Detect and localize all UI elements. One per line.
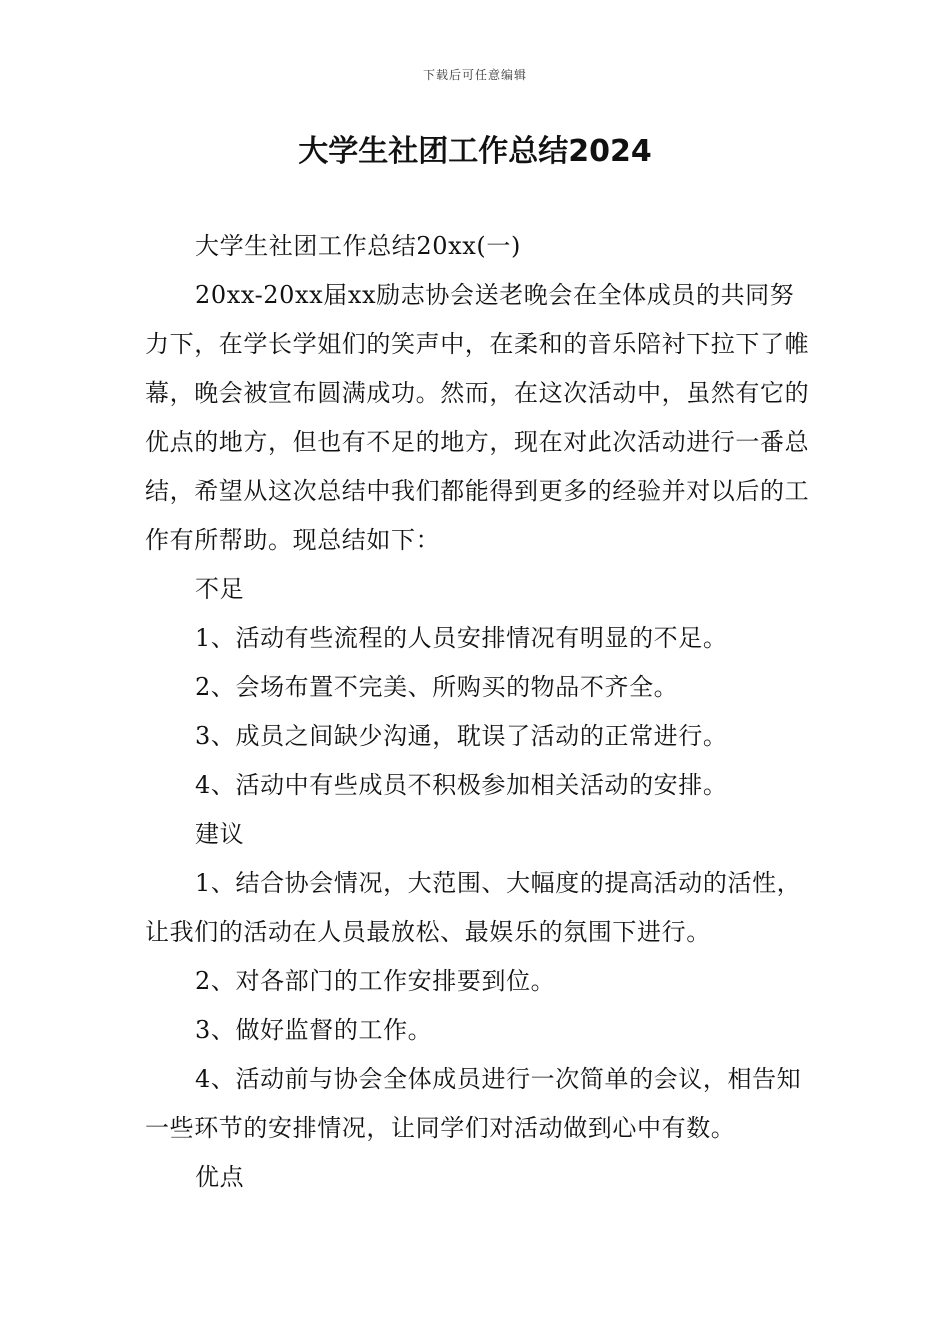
section-heading-strengths: 优点 xyxy=(195,1163,245,1191)
list-item: 3、做好监督的工作。 xyxy=(195,1016,433,1044)
list-item: 1、结合协会情况，大范围、大幅度的提高活动的活性，让我们的活动在人员最放松、最娱乐的氛围下进行。 xyxy=(145,869,802,946)
list-item: 2、会场布置不完美、所购买的物品不齐全。 xyxy=(195,673,679,701)
list-item: 1、活动有些流程的人员安排情况有明显的不足。 xyxy=(195,624,728,652)
list-item: 2、对各部门的工作安排要到位。 xyxy=(195,967,556,995)
section-heading-suggestions: 建议 xyxy=(195,820,245,848)
subtitle-paragraph: 大学生社团工作总结20xx(一) xyxy=(195,232,521,260)
section-heading-shortcomings: 不足 xyxy=(195,575,245,603)
document-title: 大学生社团工作总结2024 xyxy=(298,134,652,169)
list-item: 3、成员之间缺少沟通，耽误了活动的正常进行。 xyxy=(195,722,728,750)
header-note: 下载后可任意编辑 xyxy=(422,68,527,82)
list-item: 4、活动前与协会全体成员进行一次简单的会议，相告知一些环节的安排情况，让同学们对活动做到心中有数。 xyxy=(145,1065,802,1142)
intro-paragraph: 20xx-20xx届xx励志协会送老晚会在全体成员的共同努力下，在学长学姐们的笑声中，在柔和的音乐陪衬下拉下了帷幕，晚会被宣布圆满成功。然而，在这次活动中，虽然有它的优点的地方，但也有不足的地方，现在对此次活动进行一番总结，希望从这次总结中我们都能得到更多的经验并对以后的工作有所帮助。现总结如下： xyxy=(145,281,810,554)
document-body xyxy=(145,222,815,1202)
list-item: 4、活动中有些成员不积极参加相关活动的安排。 xyxy=(195,771,728,799)
